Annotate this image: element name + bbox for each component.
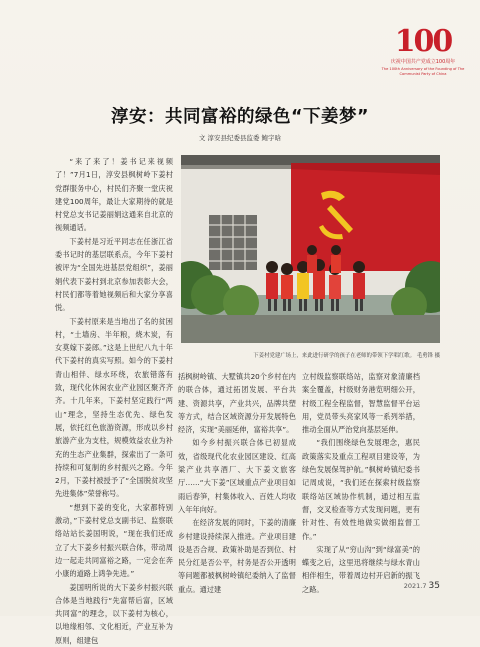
page-number: 35 [428,581,440,591]
emblem-cn-text: 庆祝中国共产党成立100周年 [390,59,456,65]
paragraph: 实现了从“穷山沟”到“绿富美”的蝶变之后，这里迅将继续与绿水青山相伴相生，带着周边村开启新的振飞之路。 [302,544,420,594]
photo-caption: 下姜村党建广场上，来此进行研学的孩子在老师的带领下学唱红歌。 毛勇锋 摄 [253,353,440,359]
footer-date: 2021.7 [403,582,427,590]
paragraph: “我们围绕绿色发展理念，惠民政策落实及重点工程项目建设等，为绿色发展保驾护航。”枫树岭镇纪委书记周成说，“我们还在探索村级监察联络站区域协作机制，通过相互监督，交叉检查等方式发现问题，更有针对性、有效性地做实做细监督工作。” [302,438,420,541]
paragraph: 下姜村是习近平同志在任浙江省委书记时的基层联系点，今年下姜村被评为“全国先进基层党组织”，姜丽娟代表下姜村到北京参加表彰大会，村民们都等着她视频后和大家分享喜悦。 [55,236,173,313]
paragraph: “来了来了！姜书记来视频了！”7月1日，淳安县枫树岭下姜村党群服务中心，村民们齐聚一堂庆祝建党100周年，最让大家期待的就是村党总支书记姜丽娟这通来自北京的视频通话。 [55,157,173,233]
emblem-number: 100 [394,24,452,59]
text-column-1 [55,155,173,647]
paragraph: 在经济发展的同时，下姜的清廉乡村建设持续深入推进。产业项目建设是否合规、政策补助是否到位、村民分红是否公平，村务是否公开透明等问题都被枫树岭镇纪委纳入了监督重点。通过建 [178,518,296,594]
paragraph: 立村级监察联络站，监察对象清廉档案全覆盖，村级财务港览明细公开，村级工程全程监督，智慧监督平台运用，党员带头亮家风等一系列举措，推动全面从严治党向基层延伸。 [302,372,420,435]
emblem-en-text: The 100th Anniversary of the Founding of The Communist Party of China [381,67,465,76]
paragraph: 括枫树岭镇、大墅镇共20个乡村在内的联合体，通过拓团发展、平台共建、资源共享，产业共兴，品牌共塑等方式，结合区域资源分开发展特色经济，实现“美丽延伸，富裕共享”。 [178,372,296,435]
centenary-emblem [377,26,469,82]
paragraph: 下姜村原来是当地出了名的贫困村，“土墙房、半年粮，烧木炭，有女莫嫁下姜郎。”这是上世纪八九十年代下姜村的真实写照。如今的下姜村青山相伴、绿水环绕，农旅错落有致，现代化休闲农业产业园区聚齐齐齐。十几年来，下姜村坚定践行“两山”理念，坚持生态优先、绿色发展，依托红色旅游资源，形成以乡村旅游产业为支柱，规模效益农业为补充的生态产业集群，探索出了一条可持续和可复制的乡村振兴之路。今年2月，下姜村被授予了“全国脱贫攻坚先进集体”荣誉称号。 [55,316,173,499]
paragraph: 姜国明所说的大下姜乡村振兴联合体是当地践行“先富帮后富，区域共同富”的理念，以下姜村为核心，以地缘相邻、文化相近，产业互补为原则，组建包 [55,582,173,645]
page-footer [380,581,440,591]
paragraph: “想到下姜的变化，大家都特别激动，”下姜村党总支副书记、监察联络站站长姜国明说，“现在我们还成立了大下姜乡村振兴联合体，带动周边一起走共同富裕之路，一定会在奔小康的道路上鸿争先进。” [55,502,173,579]
photo-illustration [181,155,440,343]
article-byline: 文 淳安县纪委县监委 鲍宇晗 [198,134,282,142]
article-title: 淳安：共同富裕的绿色“下姜梦” [110,107,369,127]
article-photo [181,155,440,343]
text-column-3 [302,370,420,596]
paragraph: 如今乡村振兴联合体已初显成效，省级现代化农业园区建设、红高粱产业共享酒厂、大下姜文旅客厅……“大下姜”区域重点产业项目如雨后春笋，村集体收入、百姓人均收入年年向好。 [178,438,296,514]
text-column-2 [178,370,296,596]
